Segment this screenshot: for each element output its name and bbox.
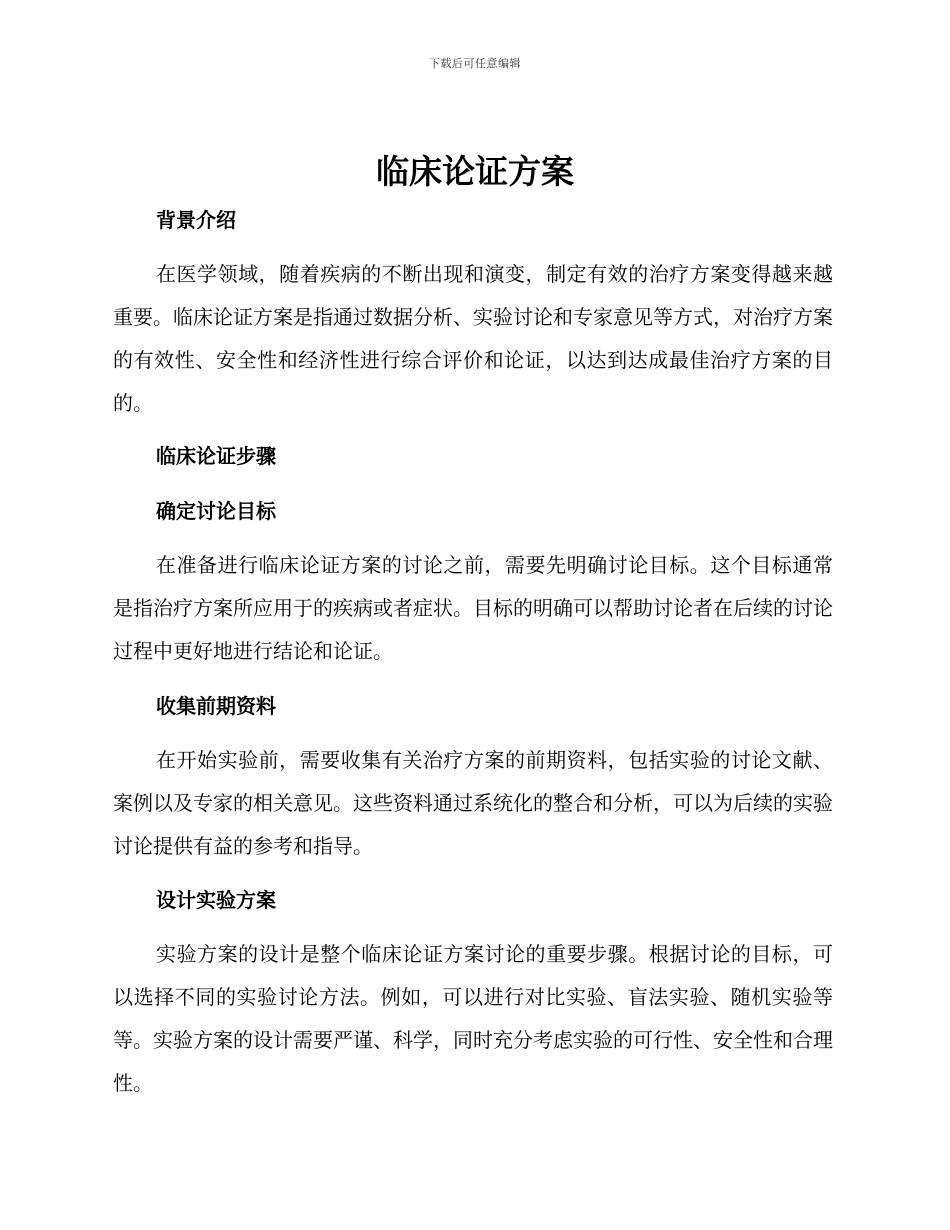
paragraph-design: 实验方案的设计是整个临床论证方案讨论的重要步骤。根据讨论的目标，可以选择不同的实验讨论方法。例如，可以进行对比实验、盲法实验、随机实验等等。实验方案的设计需要严谨、科学，同时充分考虑实验的可行性、安全性和合理性。 [113,942,833,1095]
page-title: 临床论证方案 [376,152,574,191]
paragraph-materials: 在开始实验前，需要收集有关治疗方案的前期资料，包括实验的讨论文献、案例以及专家的相关意见。这些资料通过系统化的整合和分析，可以为后续的实验讨论提供有益的参考和指导。 [113,748,833,858]
section-design [113,886,833,914]
section-heading-materials: 收集前期资料 [156,694,276,718]
section-goal-body [113,544,833,673]
section-heading-steps: 临床论证步骤 [156,444,276,468]
section-materials [113,692,833,720]
section-background [113,206,833,234]
section-heading-background: 背景介绍 [156,208,236,232]
section-background-body [113,253,833,425]
header-note: 下载后可任意编辑 [429,57,521,70]
section-design-body [113,933,833,1105]
section-steps [113,442,833,470]
section-materials-body [113,739,833,868]
paragraph-background: 在医学领域，随着疾病的不断出现和演变，制定有效的治疗方案变得越来越重要。临床论证方案是指通过数据分析、实验讨论和专家意见等方式，对治疗方案的有效性、安全性和经济性进行综合评价和论证，以达到达成最佳治疗方案的目的。 [113,262,833,415]
section-goal [113,497,833,525]
section-heading-design: 设计实验方案 [156,888,276,912]
section-heading-goal: 确定讨论目标 [156,499,276,523]
paragraph-goal: 在准备进行临床论证方案的讨论之前，需要先明确讨论目标。这个目标通常是指治疗方案所应用于的疾病或者症状。目标的明确可以帮助讨论者在后续的讨论过程中更好地进行结论和论证。 [113,553,833,663]
